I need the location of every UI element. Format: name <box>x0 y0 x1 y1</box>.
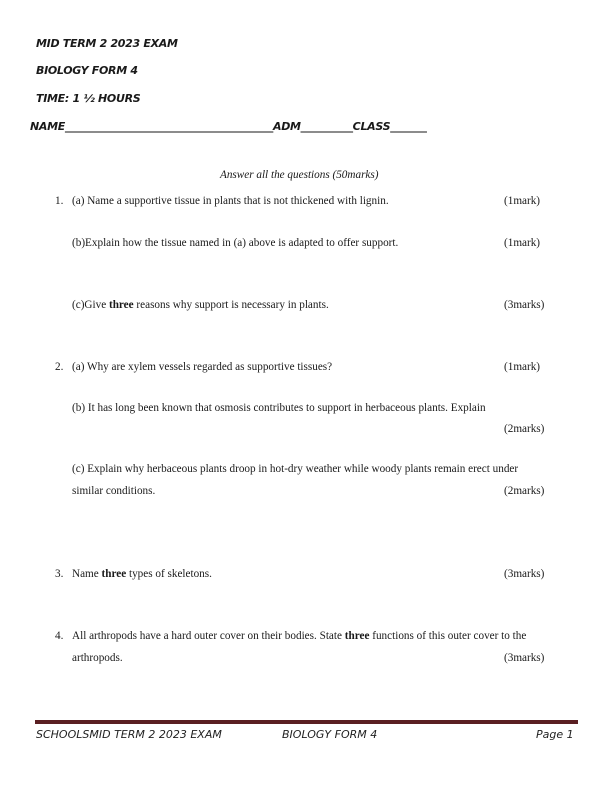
exam-title: MID TERM 2 2023 EXAM <box>36 37 178 50</box>
question-1c: (c)Give three reasons why support is necessary in plants. <box>72 299 329 311</box>
question-2c-cont: similar conditions. <box>72 485 156 497</box>
time-allowed: TIME: 1 ½ HOURS <box>36 92 141 105</box>
question-1a: (a) Name a supportive tissue in plants that is not thickened with lignin. <box>72 195 389 207</box>
footer-rule <box>35 720 578 724</box>
question-2c: (c) Explain why herbaceous plants droop in hot-dry weather while woody plants remain erect under <box>72 463 519 475</box>
question-number: 4. <box>55 630 64 642</box>
instructions: Answer all the questions (50marks) <box>220 169 379 181</box>
marks: (2marks) <box>504 423 545 435</box>
question-3: Name three types of skeletons. <box>72 568 212 580</box>
question-1b: (b)Explain how the tissue named in (a) above is adapted to offer support. <box>72 237 399 249</box>
page-number: Page 1 <box>536 728 574 741</box>
marks: (3marks) <box>504 652 545 664</box>
question-number: 2. <box>55 361 64 373</box>
footer-center: BIOLOGY FORM 4 <box>282 728 378 741</box>
question-4-cont: arthropods. <box>72 652 123 664</box>
marks: (3marks) <box>504 299 545 311</box>
question-2a: (a) Why are xylem vessels regarded as supportive tissues? <box>72 361 333 373</box>
student-details-line: NAME________________________________________ADM__________CLASS_______ <box>30 120 427 133</box>
footer-left: SCHOOLSMID TERM 2 2023 EXAM <box>36 728 222 741</box>
marks: (3marks) <box>504 568 545 580</box>
marks: (1mark) <box>504 361 541 373</box>
question-number: 3. <box>55 568 64 580</box>
marks: (2marks) <box>504 485 545 497</box>
question-2b: (b) It has long been known that osmosis contributes to support in herbaceous plants. Explain <box>72 402 486 414</box>
marks: (1mark) <box>504 237 541 249</box>
subject-title: BIOLOGY FORM 4 <box>36 64 138 77</box>
question-4: All arthropods have a hard outer cover on their bodies. State three functions of this outer cover to the <box>72 630 527 642</box>
marks: (1mark) <box>504 195 541 207</box>
question-number: 1. <box>55 195 64 207</box>
